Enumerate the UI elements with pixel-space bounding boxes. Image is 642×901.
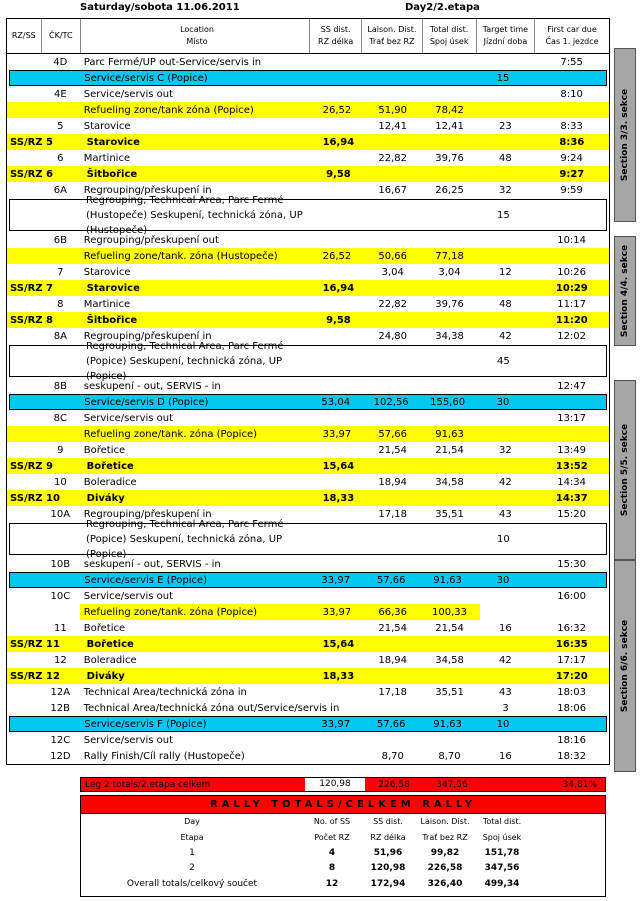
totals-cell-tot: 499,34: [484, 878, 520, 889]
totals-row: [81, 876, 605, 892]
table-row: [7, 378, 609, 394]
cell-fc: 10:26: [557, 266, 587, 278]
rally-totals-head-2: Etapa Počet RZ RZ délka Trať bez RZ Spoj úsek: [180, 832, 522, 842]
table-row: [7, 458, 609, 474]
table-row: [9, 518, 607, 560]
cell-tt: 12: [498, 266, 512, 278]
page-date: Saturday/sobota 11.06.2011: [80, 2, 240, 13]
cell-ck: 12B: [50, 702, 70, 714]
cell-lia: 17,18: [378, 508, 408, 520]
cell-fc: 16:35: [555, 638, 588, 650]
cell-loc: Regrouping/přeskupení in: [83, 330, 212, 342]
cell-fc: 18:16: [557, 734, 587, 746]
col-location: Location Místo: [81, 19, 310, 53]
table-row: [7, 166, 609, 182]
cell-loc: seskupení - out, SERVIS - in: [83, 380, 221, 392]
cell-tot: 35,51: [435, 508, 464, 520]
rally-totals-head-1: Day No. of SS SS dist. Laison. Dist. Total dist.: [184, 817, 522, 827]
cell-tt: 42: [498, 330, 512, 342]
cell-ck: 5: [57, 120, 64, 132]
cell-ssd: 9,58: [326, 314, 351, 326]
cell-fc: 17:17: [557, 654, 587, 666]
table-row: [9, 394, 607, 410]
cell-loc: Starovice: [83, 266, 131, 278]
cell-ss: SS/RZ 11: [10, 638, 60, 650]
cell-lia: 8,70: [381, 750, 404, 762]
cell-ssd: 33,97: [321, 718, 351, 730]
cell-tot: 91,63: [435, 428, 464, 440]
totals-cell-lia: 226,58: [427, 863, 463, 874]
cell-lia: 24,80: [378, 330, 408, 342]
table-row: [7, 248, 609, 264]
cell-fc: 11:20: [555, 314, 588, 326]
cell-lia: 18,94: [378, 654, 408, 666]
leg-totals-bar: [80, 777, 606, 792]
cell-ck: 12C: [50, 734, 71, 746]
col-rzss: RZ/SS: [7, 19, 42, 53]
table-row: [7, 556, 609, 572]
cell-loc: Service/servis out: [83, 734, 174, 746]
cell-loc: Rally Finish/Cíl rally (Hustopeče): [83, 750, 245, 762]
cell-lia: 57,66: [378, 428, 408, 440]
cell-loc: Starovice: [83, 120, 131, 132]
totals-cell-lia: 326,40: [427, 878, 463, 889]
cell-fc: 8:36: [559, 136, 585, 148]
totals-cell-ss: 51,96: [373, 847, 403, 858]
cell-fc: 12:02: [557, 330, 587, 342]
cell-fc: 9:59: [560, 184, 583, 196]
totals-cell-day: Overall totals/celkový součet: [126, 878, 258, 889]
table-row: [9, 340, 607, 382]
cell-tt: 48: [498, 152, 512, 164]
cell-tot: 26,25: [435, 184, 464, 196]
col-liaison: Laison. Dist. Trať bez RZ: [362, 19, 422, 53]
cell-ssd: 9,58: [326, 168, 351, 180]
cell-ssd: 16,94: [322, 136, 355, 148]
cell-lia: 22,82: [378, 298, 408, 310]
cell-tt: 43: [498, 508, 512, 520]
table-row: [7, 410, 609, 426]
table-row: [7, 280, 609, 296]
cell-loc: Regrouping, Technical Area, Parc Fermé (Hustopeče) Seskupení, technická zóna, UP (Hustopeče): [86, 194, 303, 236]
cell-lia: 66,36: [378, 606, 408, 618]
table-row: [7, 684, 609, 700]
cell-tot: 77,18: [435, 250, 464, 262]
cell-loc: Service/servis out: [83, 88, 174, 100]
itinerary-table: [6, 18, 610, 765]
cell-loc: Technical Area/technická zóna in: [83, 686, 247, 698]
cell-lia: 18,94: [378, 476, 408, 488]
table-row: [7, 118, 609, 134]
cell-tt: 45: [497, 355, 510, 367]
cell-fc: 13:49: [557, 444, 587, 456]
cell-loc: Bořetice: [86, 638, 134, 650]
totals-cell-no: 8: [328, 863, 336, 874]
table-header: [7, 19, 609, 54]
cell-ck: 8C: [53, 412, 67, 424]
cell-tt: 10: [497, 533, 510, 545]
table-row: [7, 232, 609, 248]
col-total: Total dist. Spoj úsek: [423, 19, 477, 53]
table-row: [7, 668, 609, 684]
cell-ssd: 33,97: [322, 428, 352, 440]
cell-tt: 32: [498, 184, 512, 196]
cell-loc: Refueling zone/tank. zóna (Popice): [83, 606, 257, 618]
leg-totals-label: Leg 2 totals/2.etapa celkem: [85, 779, 211, 790]
cell-tot: 155,60: [430, 396, 466, 408]
cell-loc: Regrouping/přeskupení in: [83, 508, 212, 520]
cell-ck: 6A: [53, 184, 67, 196]
cell-lia: 51,90: [378, 104, 408, 116]
cell-ck: 8B: [53, 380, 67, 392]
cell-fc: 16:00: [557, 590, 587, 602]
cell-tt: 48: [498, 298, 512, 310]
cell-fc: 14:34: [557, 476, 587, 488]
cell-fc: 8:10: [560, 88, 583, 100]
cell-loc: Regrouping, Technical Area, Parc Fermé (Popice) Seskupení, technická zóna, UP (Popice): [86, 340, 284, 382]
cell-tt: 3: [502, 702, 509, 714]
table-row: [9, 572, 607, 588]
cell-loc: Service/servis D (Popice): [84, 396, 209, 408]
leg-totals-percent: 34,81%: [562, 779, 597, 790]
cell-loc: Service/servis E (Popice): [84, 574, 208, 586]
table-row: [7, 150, 609, 166]
table-row: [7, 134, 609, 150]
table-row: [7, 620, 609, 636]
cell-ssd: 16,94: [322, 282, 355, 294]
cell-ck: 4D: [53, 56, 68, 68]
totals-cell-day: 2: [189, 863, 195, 874]
totals-row: [81, 861, 605, 877]
cell-loc: Regrouping/přeskupení out: [83, 234, 219, 246]
cell-tt: 30: [496, 396, 510, 408]
cell-ssd: 53,04: [321, 396, 351, 408]
cell-ck: 11: [53, 622, 67, 634]
totals-cell-tot: 151,78: [484, 847, 520, 858]
cell-ss: SS/RZ 6: [10, 168, 53, 180]
cell-loc: Refueling zone/tank zóna (Popice): [83, 104, 254, 116]
cell-loc: Starovice: [86, 136, 140, 148]
cell-tot: 34,58: [435, 476, 464, 488]
cell-fc: 8:33: [560, 120, 583, 132]
leg-totals-total: 347,56: [436, 779, 468, 790]
cell-lia: 22,82: [378, 152, 408, 164]
table-row: [9, 194, 607, 236]
cell-tt: 32: [498, 444, 512, 456]
cell-tt: 15: [497, 209, 510, 221]
totals-cell-no: 4: [328, 847, 336, 858]
table-row: [7, 490, 609, 506]
cell-ssd: 33,97: [322, 606, 352, 618]
cell-lia: 16,67: [378, 184, 408, 196]
table-row: [7, 604, 609, 620]
cell-loc: Regrouping/přeskupení in: [83, 184, 212, 196]
cell-loc: Refueling zone/tank. zóna (Popice): [83, 428, 257, 440]
section-label-5: Section 5/5. sekce: [614, 380, 636, 560]
cell-tot: 34,58: [435, 654, 464, 666]
cell-tt: 23: [498, 120, 512, 132]
cell-fc: 10:29: [555, 282, 588, 294]
cell-loc: Service/servis C (Popice): [84, 72, 208, 84]
cell-loc: Parc Fermé/UP out-Service/servis in: [83, 56, 262, 68]
cell-tot: 100,33: [432, 606, 468, 618]
cell-tot: 39,76: [435, 298, 464, 310]
totals-cell-tot: 347,56: [484, 863, 520, 874]
cell-tt: 30: [496, 574, 510, 586]
cell-ss: SS/RZ 5: [10, 136, 53, 148]
cell-ss: SS/RZ 12: [10, 670, 60, 682]
cell-tt: 15: [496, 72, 510, 84]
cell-tt: 10: [496, 718, 510, 730]
table-row: [7, 426, 609, 442]
totals-cell-ss: 172,94: [370, 878, 406, 889]
section-label-6: Section 6/6. sekce: [614, 560, 636, 772]
cell-fc: 16:32: [557, 622, 587, 634]
table-row: [7, 700, 609, 716]
table-row: [7, 636, 609, 652]
cell-loc: Bořetice: [86, 460, 134, 472]
cell-ck: 10B: [50, 558, 71, 570]
cell-ck: 10C: [50, 590, 71, 602]
totals-cell-day: 1: [189, 847, 195, 858]
cell-ssd: 26,52: [322, 250, 352, 262]
cell-lia: 21,54: [378, 622, 408, 634]
cell-loc: seskupení - out, SERVIS - in: [83, 558, 221, 570]
cell-tot: 3,04: [438, 266, 461, 278]
table-row: [7, 102, 609, 118]
col-ss-dist: SS dist. RZ délka: [310, 19, 362, 53]
cell-lia: 102,56: [373, 396, 409, 408]
table-row: [7, 652, 609, 668]
cell-lia: 17,18: [378, 686, 408, 698]
cell-tt: 16: [498, 750, 512, 762]
cell-tot: 78,42: [435, 104, 464, 116]
totals-cell-lia: 99,82: [430, 847, 460, 858]
cell-loc: Martinice: [83, 152, 131, 164]
col-cktc: ČK/TC: [42, 19, 81, 53]
cell-fc: 15:30: [557, 558, 587, 570]
cell-fc: 13:52: [555, 460, 588, 472]
totals-cell-no: 12: [325, 878, 339, 889]
cell-ck: 12D: [50, 750, 71, 762]
cell-fc: 7:55: [560, 56, 583, 68]
cell-fc: 13:17: [557, 412, 587, 424]
cell-loc: Bořetice: [83, 622, 126, 634]
cell-fc: 10:14: [557, 234, 587, 246]
cell-lia: 3,04: [381, 266, 404, 278]
cell-ck: 8A: [53, 330, 67, 342]
cell-loc: Diváky: [86, 492, 125, 504]
cell-ck: 10A: [50, 508, 71, 520]
col-target-time: Target time Jízdní doba: [477, 19, 535, 53]
cell-loc: Regrouping, Technical Area, Parc Fermé (Popice) Seskupení, technická zóna, UP (Popice): [86, 518, 284, 560]
cell-ssd: 26,52: [322, 104, 352, 116]
rally-totals-body: [81, 845, 605, 892]
cell-ssd: 18,33: [322, 492, 355, 504]
cell-lia: 50,66: [378, 250, 408, 262]
cell-ck: 12: [53, 654, 67, 666]
cell-loc: Bořetice: [83, 444, 126, 456]
cell-loc: Šitbořice: [86, 168, 138, 180]
leg-totals-ss: 120,98: [305, 778, 365, 791]
cell-tt: 16: [498, 622, 512, 634]
table-row: [7, 54, 609, 70]
cell-ss: SS/RZ 9: [10, 460, 53, 472]
cell-lia: 57,66: [376, 574, 406, 586]
stage-title: Day2/2.etapa: [405, 2, 480, 13]
table-row: [7, 732, 609, 748]
cell-fc: 18:03: [557, 686, 587, 698]
cell-loc: Diváky: [86, 670, 125, 682]
col-first-car: First car due Čas 1. jezdce: [545, 25, 599, 46]
cell-ck: 6B: [53, 234, 67, 246]
table-row: [7, 442, 609, 458]
leg-totals-liaison: 226,58: [378, 779, 410, 790]
cell-tot: 21,54: [435, 444, 464, 456]
table-body: [7, 54, 609, 764]
totals-cell-ss: 120,98: [370, 863, 406, 874]
table-row: [9, 70, 607, 86]
rally-totals-title: RALLY TOTALS/CELKEM RALLY: [81, 796, 605, 814]
cell-ssd: 15,64: [322, 638, 355, 650]
cell-loc: Martinice: [83, 298, 131, 310]
cell-fc: 18:06: [557, 702, 587, 714]
cell-tot: 91,63: [433, 574, 462, 586]
table-row: [7, 588, 609, 604]
cell-ck: 8: [57, 298, 64, 310]
cell-ck: 6: [57, 152, 64, 164]
cell-tt: 43: [498, 686, 512, 698]
table-row: [7, 264, 609, 280]
cell-loc: Service/servis out: [83, 590, 174, 602]
cell-ss: SS/RZ 10: [10, 492, 60, 504]
cell-ssd: 15,64: [322, 460, 355, 472]
cell-fc: 17:20: [555, 670, 588, 682]
cell-ssd: 33,97: [321, 574, 351, 586]
cell-loc: Šitbořice: [86, 314, 138, 326]
cell-fc: 14:37: [555, 492, 588, 504]
cell-ss: SS/RZ 8: [10, 314, 53, 326]
cell-fc: 15:20: [557, 508, 587, 520]
cell-loc: Refueling zone/tank. zóna (Hustopeče): [83, 250, 278, 262]
cell-fc: 11:17: [557, 298, 587, 310]
table-row: [7, 748, 609, 764]
table-row: [7, 296, 609, 312]
cell-ck: 7: [57, 266, 64, 278]
cell-tot: 91,63: [433, 718, 462, 730]
cell-loc: Boleradice: [83, 654, 137, 666]
cell-loc: Boleradice: [83, 476, 137, 488]
section-label-4: Section 4/4. sekce: [614, 236, 636, 346]
cell-tt: 42: [498, 476, 512, 488]
cell-loc: Technical Area/technická zóna out/Service/servis in: [83, 702, 340, 714]
cell-loc: Service/servis out: [83, 412, 174, 424]
cell-ss: SS/RZ 7: [10, 282, 53, 294]
cell-tot: 34,38: [435, 330, 464, 342]
rally-totals-table: [80, 795, 606, 897]
section-label-3: Section 3/3. sekce: [614, 48, 636, 222]
cell-fc: 9:27: [559, 168, 585, 180]
totals-row: [81, 845, 605, 861]
cell-tot: 21,54: [435, 622, 464, 634]
cell-ck: 4E: [53, 88, 67, 100]
cell-fc: 12:47: [557, 380, 587, 392]
cell-fc: 18:32: [557, 750, 587, 762]
cell-ck: 12A: [50, 686, 71, 698]
cell-tot: 8,70: [438, 750, 461, 762]
cell-ck: 10: [53, 476, 67, 488]
cell-ssd: 18,33: [322, 670, 355, 682]
cell-tot: 12,41: [435, 120, 464, 132]
cell-tot: 35,51: [435, 686, 464, 698]
table-row: [9, 716, 607, 732]
table-row: [7, 474, 609, 490]
cell-lia: 12,41: [378, 120, 408, 132]
cell-lia: 57,66: [376, 718, 406, 730]
cell-tot: 39,76: [435, 152, 464, 164]
cell-loc: Service/servis F (Popice): [84, 718, 207, 730]
table-row: [7, 86, 609, 102]
cell-tt: 42: [498, 654, 512, 666]
cell-loc: Starovice: [86, 282, 140, 294]
table-row: [7, 312, 609, 328]
cell-ck: 9: [57, 444, 64, 456]
cell-lia: 21,54: [378, 444, 408, 456]
cell-fc: 9:24: [560, 152, 583, 164]
